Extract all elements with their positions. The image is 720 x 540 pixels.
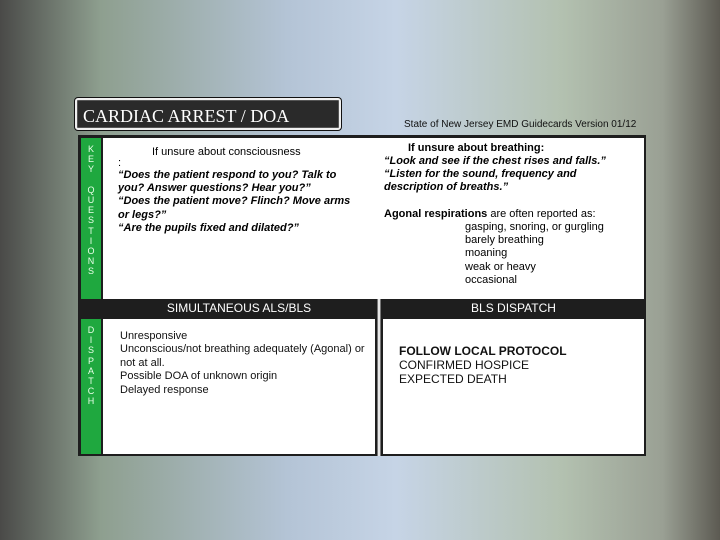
question-text: “Does the patient move? Flinch? Move arms or legs?” — [118, 195, 351, 221]
agonal-label: Agonal respirations — [384, 208, 488, 220]
als-bls-panel — [103, 319, 375, 454]
agonal-list — [465, 221, 604, 287]
list-item: moaning — [465, 247, 508, 260]
strip-letter: T — [88, 376, 94, 387]
strip-letter: E — [87, 205, 94, 216]
strip-letter: C — [87, 386, 95, 397]
strip-letter: T — [88, 225, 94, 236]
strip-letter: E — [87, 154, 94, 165]
strip-letter: P — [87, 355, 94, 366]
guidecard — [78, 135, 646, 456]
als-bls-header: SIMULTANEOUS ALS/BLS — [166, 301, 312, 315]
als-bls-list — [120, 330, 370, 397]
agonal-note — [384, 208, 596, 220]
consciousness-colon: : — [118, 157, 122, 169]
list-item: EXPECTED DEATH — [399, 372, 507, 386]
strip-letter: D — [87, 325, 95, 335]
strip-letter: I — [89, 235, 93, 246]
list-item: barely breathing — [465, 234, 544, 247]
strip-letter: A — [87, 365, 94, 376]
list-item: FOLLOW LOCAL PROTOCOL — [399, 344, 567, 358]
strip-letter: N — [87, 256, 95, 267]
strip-letter: S — [87, 266, 94, 277]
list-item: Unresponsive — [120, 330, 188, 342]
list-item: occasional — [465, 273, 517, 286]
list-item: gasping, snoring, or gurgling — [465, 221, 604, 233]
list-item: weak or heavy — [465, 260, 536, 273]
strip-letter: S — [87, 215, 94, 226]
list-item: Delayed response — [120, 383, 209, 396]
strip-letter: U — [87, 195, 95, 206]
list-item: Unconscious/not breathing adequately (Agonal) or not at all. — [120, 343, 365, 369]
list-item: CONFIRMED HOSPICE — [399, 358, 530, 372]
consciousness-heading: If unsure about consciousness — [152, 146, 301, 158]
bls-dispatch-panel — [383, 319, 644, 454]
strip-letter: H — [87, 396, 95, 407]
question-text: “Look and see if the chest rises and falls.” — [384, 155, 606, 167]
question-text: “Listen for the sound, frequency and description of breaths.” — [384, 168, 577, 193]
bls-dispatch-list — [399, 344, 567, 386]
strip-letter: K — [87, 144, 94, 154]
dispatch-strip — [81, 319, 101, 454]
card-title: CARDIAC ARREST / DOA — [75, 98, 341, 130]
strip-letter: Y — [87, 164, 94, 175]
strip-letter: Q — [87, 184, 95, 195]
bls-dispatch-header: BLS DISPATCH — [471, 301, 556, 315]
breathing-questions — [384, 155, 624, 194]
question-text: “Does the patient respond to you? Talk to you? Answer questions? Hear you?” — [118, 169, 337, 195]
strip-letter: O — [87, 246, 95, 257]
strip-letter — [81, 175, 101, 185]
strip-letter: S — [87, 345, 94, 356]
breathing-heading: If unsure about breathing: — [408, 142, 545, 154]
key-questions-strip — [81, 138, 101, 299]
question-text: “Are the pupils fixed and dilated?” — [118, 221, 299, 234]
strip-letter: I — [89, 335, 93, 346]
column-divider — [377, 299, 381, 456]
list-item: Possible DOA of unknown origin — [120, 370, 278, 383]
agonal-suffix: are often reported as: — [487, 208, 596, 220]
consciousness-questions — [118, 169, 358, 235]
version-label: State of New Jersey EMD Guidecards Version 01/12 — [404, 119, 637, 130]
